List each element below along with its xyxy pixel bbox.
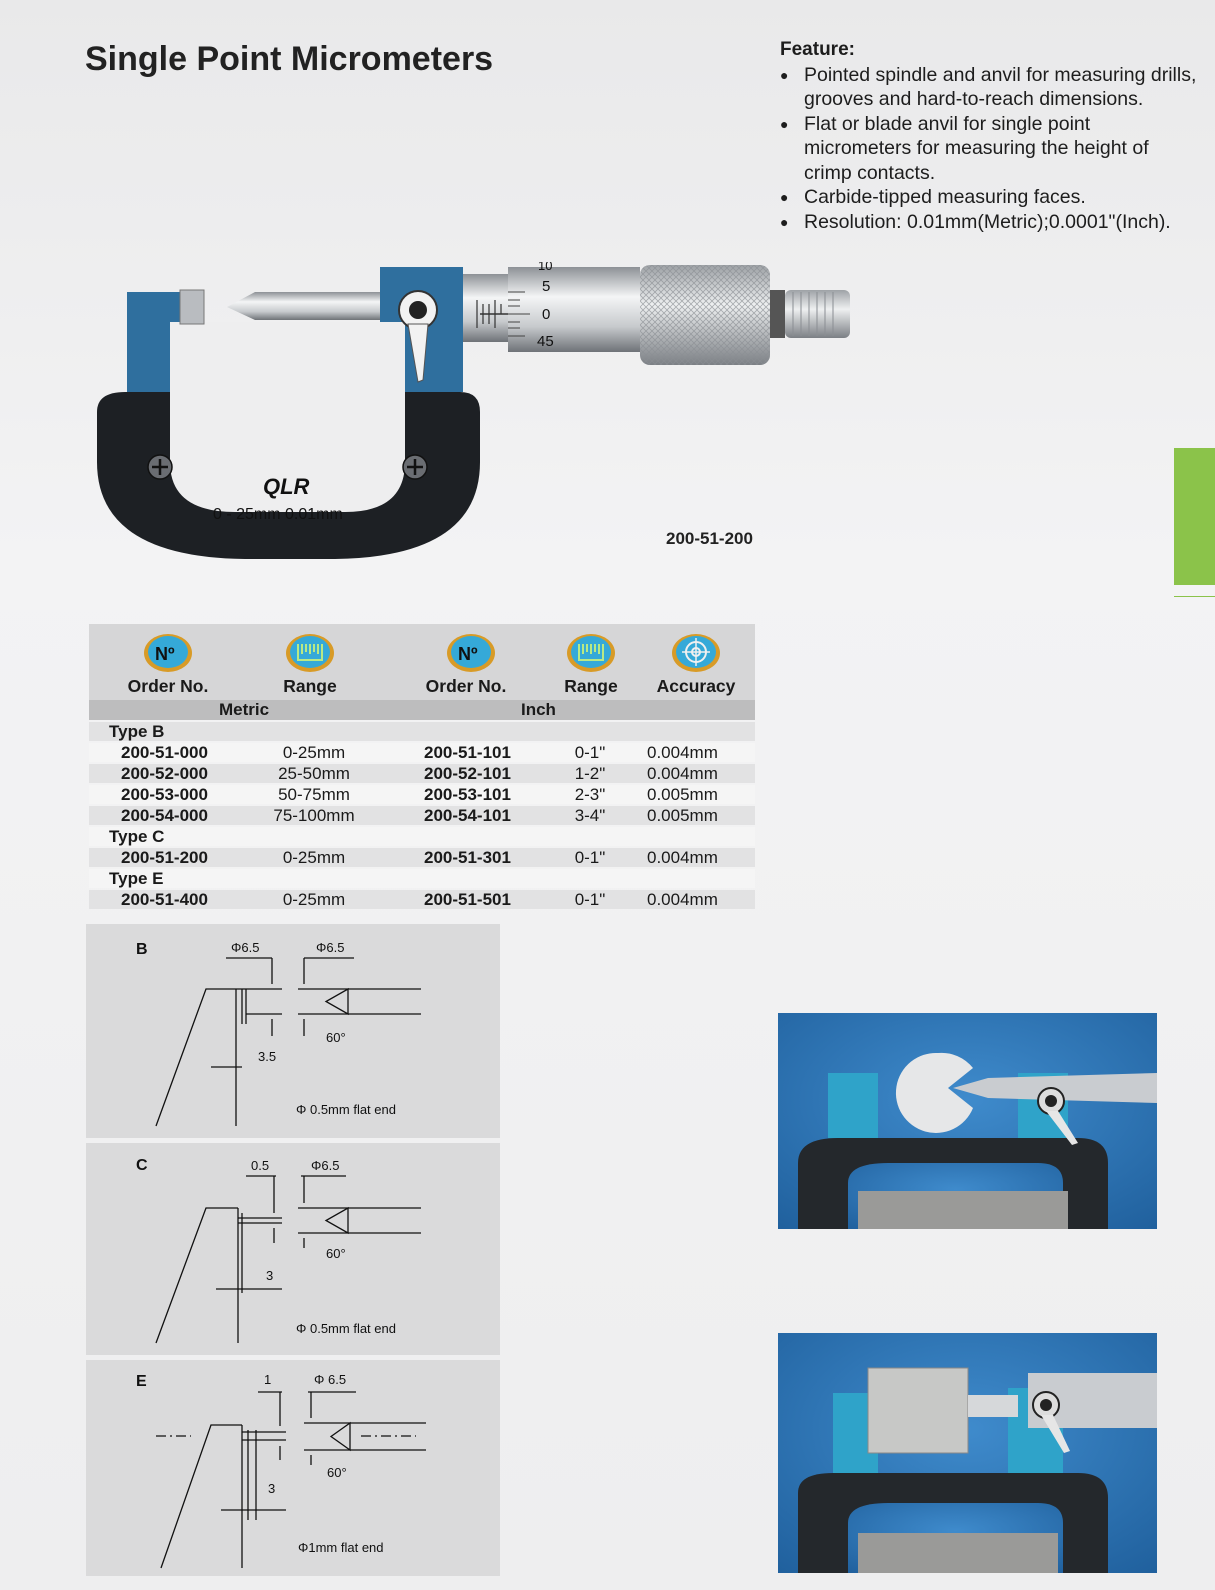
col-header-order-no-inch: Order No. [425,676,507,696]
thimble-number: 5 [542,278,551,295]
col-header-accuracy: Accuracy [656,676,736,696]
type-row [89,869,755,888]
cell-accuracy: 0.004mm [647,890,718,909]
feature-item: ● Flat or blade anvil for single point micrometers for measuring the height of crimp contacts. [780,112,1200,186]
diagram-type-b [86,924,500,1138]
cell-accuracy: 0.005mm [647,785,718,804]
dim-diameter: Φ6.5 [311,1158,340,1173]
cell-range-inch: 2-3" [574,785,606,804]
micrometer-illustration [85,262,875,572]
diagram-label: E [136,1373,147,1390]
range-icon [566,632,616,674]
usage-photo-block [778,1333,1157,1573]
type-row [89,722,755,741]
diagram-label: C [136,1157,148,1174]
table-header [89,624,755,700]
cell-order-no: 200-52-000 [121,764,208,783]
subheader-inch: Inch [521,700,556,719]
tip-note: Φ 0.5mm flat end [296,1321,396,1336]
table-row [89,743,755,762]
cell-range: 50-75mm [278,785,350,804]
cell-range: 0-25mm [282,743,346,762]
cell-range-inch: 3-4" [574,806,606,825]
tip-note: Φ 0.5mm flat end [296,1102,396,1117]
subheader-metric: Metric [219,700,270,719]
table-row [89,848,755,867]
cell-order-no: 200-51-200 [121,848,208,867]
cell-order-no: 200-54-000 [121,806,208,825]
cell-order-no-inch: 200-51-101 [424,743,511,762]
dim-length: 3 [266,1268,274,1283]
cell-range: 0-25mm [282,848,346,867]
tip-note: Φ1mm flat end [298,1540,384,1555]
cell-order-no: 200-51-000 [121,743,208,762]
col-header-range-inch: Range [564,676,618,696]
dim-angle: 60° [326,1030,346,1045]
cell-order-no: 200-51-400 [121,890,208,909]
frame-label: 0 - 25mm 0.01mm [213,506,343,523]
cell-accuracy: 0.004mm [647,764,718,783]
dim-diameter: Φ6.5 [231,940,260,955]
brand-logo-text: QLR [263,474,310,499]
feature-item: ● Resolution: 0.01mm(Metric);0.0001"(Inch). [780,210,1200,235]
table-row [89,764,755,783]
cell-range-inch: 0-1" [574,743,606,762]
feature-list [780,38,1200,234]
diagram-type-c [86,1143,500,1355]
cell-range-inch: 1-2" [574,764,606,783]
dim-angle: 60° [326,1246,346,1261]
table-row [89,806,755,825]
usage-photo-disc [778,1013,1157,1229]
dim-diameter: Φ 6.5 [314,1372,347,1387]
dim-length: 3.5 [258,1049,277,1064]
cell-order-no-inch: 200-51-301 [424,848,511,867]
cell-range: 75-100mm [273,806,355,825]
type-label: Type E [109,869,164,888]
thimble-number: 0 [542,306,551,323]
table-subheader [89,700,755,720]
cell-range: 25-50mm [278,764,350,783]
dim-length: 3 [268,1481,276,1496]
dim-width: 1 [264,1372,272,1387]
type-label: Type C [109,827,165,846]
feature-item: ● Pointed spindle and anvil for measuring drills, grooves and hard-to-reach dimensions. [780,63,1200,112]
col-header-order-no: Order No. [127,676,209,696]
thimble-number: 10 [538,262,553,273]
col-header-range: Range [283,676,337,696]
cell-accuracy: 0.004mm [647,743,718,762]
cell-range: 0-25mm [282,890,346,909]
dim-width: 0.5 [251,1158,270,1173]
spec-table [89,624,755,914]
type-label: Type B [109,722,165,741]
diagram-label: B [136,941,148,958]
table-row [89,890,755,909]
model-number: 200-51-200 [666,529,753,548]
cell-range-inch: 0-1" [574,848,606,867]
page-title: Single Point Micrometers [85,40,494,78]
cell-order-no-inch: 200-52-101 [424,764,511,783]
order-no-icon [143,632,193,674]
section-divider [1174,596,1215,597]
type-row [89,827,755,846]
cell-accuracy: 0.004mm [647,848,718,867]
feature-heading: Feature: [780,39,855,60]
accuracy-target-icon [671,632,721,674]
cell-order-no: 200-53-000 [121,785,208,804]
table-row [89,785,755,804]
thimble-number: 45 [537,333,554,350]
no-symbol: Nº [458,644,478,664]
range-icon [285,632,335,674]
cell-order-no-inch: 200-54-101 [424,806,511,825]
dim-diameter: Φ6.5 [316,940,345,955]
order-no-icon [446,632,496,674]
cell-accuracy: 0.005mm [647,806,718,825]
diagram-type-e [86,1360,500,1576]
cell-range-inch: 0-1" [574,890,606,909]
section-tab [1174,448,1215,585]
no-symbol: Nº [155,644,175,664]
cell-order-no-inch: 200-53-101 [424,785,511,804]
dim-angle: 60° [327,1465,347,1480]
feature-item: ● Carbide-tipped measuring faces. [780,185,1200,210]
cell-order-no-inch: 200-51-501 [424,890,511,909]
